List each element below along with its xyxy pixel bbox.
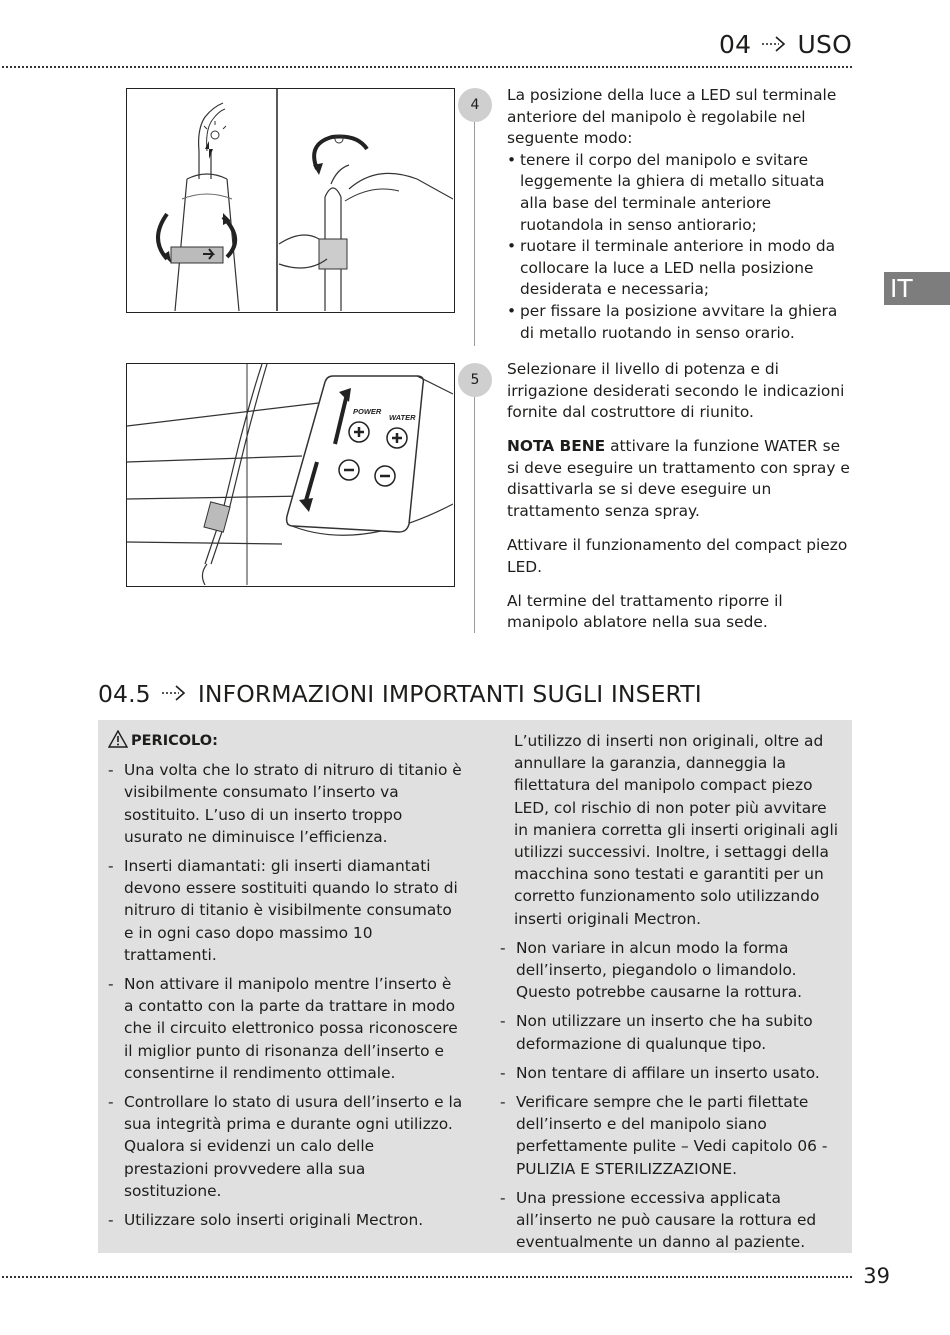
list-item: - Non utilizzare un inserto che ha subito deformazione di qualunque tipo. (500, 1012, 813, 1053)
chapter-number: 04 (719, 30, 752, 59)
warning-right-column (500, 730, 845, 1260)
chapter-title: USO (797, 30, 852, 59)
list-item: • ruotare il terminale anteriore in modo da collocare la luce a LED nella posizione desiderata e necessaria; (507, 236, 852, 301)
figure-control-panel (126, 363, 455, 587)
header-divider (2, 66, 852, 68)
warning-triangle-icon (108, 730, 128, 748)
danger-heading (108, 730, 463, 752)
step-4-rule (474, 122, 475, 346)
note-label: NOTA BENE (507, 437, 606, 456)
list-item: - Non attivare il manipolo mentre l’inserto è a contatto con la parte da trattare in modo che il circuito elettronico possa riconoscere il miglior punto di risonanza dell’inserto e consentirne il rendimento ottimale. (108, 975, 458, 1082)
list-item: - Non variare in alcun modo la forma dell’inserto, piegandolo o limandolo. Questo potrebbe causarne la rottura. (500, 938, 803, 1002)
section-title (98, 680, 702, 708)
language-tab: IT (884, 272, 950, 305)
list-item: - Una volta che lo strato di nitruro di titanio è visibilmente consumato l’inserto va sostituito. L’uso di un inserto troppo usurato ne diminuisce l’efficienza. (108, 761, 462, 846)
footer-divider (2, 1276, 852, 1278)
power-label: POWER (353, 407, 382, 416)
step-5-badge: 5 (458, 363, 492, 397)
danger-label: PERICOLO: (131, 733, 218, 749)
chapter-header (719, 30, 852, 59)
step-4-text (507, 85, 852, 344)
handpiece-rotation-illustration (127, 89, 453, 311)
control-panel-illustration (127, 364, 453, 585)
step-5-note (507, 436, 852, 522)
step-4-badge: 4 (458, 88, 492, 122)
list-item: - Verificare sempre che le parti filettate dell’inserto e del manipolo siano perfettamente pulite – Vedi capitolo 06 - PULIZIA E STERILIZZAZIONE. (500, 1093, 828, 1178)
note-text: attivare la funzione WATER se si deve eseguire un trattamento con spray e disattivarla se si deve eseguire un trattamento senza spray. (507, 437, 850, 521)
section-number: 04.5 (98, 680, 151, 708)
page-number: 39 (863, 1264, 890, 1288)
step-4-intro: La posizione della luce a LED sul terminale anteriore del manipolo è regolabile nel seguente modo: (507, 86, 837, 148)
dotted-arrow-icon (161, 684, 187, 702)
dotted-arrow-icon (761, 34, 787, 54)
list-item: - Utilizzare solo inserti originali Mectron. (108, 1211, 424, 1230)
list-item: - Inserti diamantati: gli inserti diamantati devono essere sostituiti quando lo strato di nitruro di titanio è visibilmente consumato e in ogni caso dopo massimo 10 trattamenti. (108, 857, 458, 964)
step-5-p2: Attivare il funzionamento del compact piezo LED. (507, 536, 848, 576)
step-5-p3: Al termine del trattamento riporre il manipolo ablatore nella sua sede. (507, 591, 783, 632)
right-intro: L’utilizzo di inserti non originali, oltre ad annullare la garanzia, danneggia la filettatura del manipolo compact piezo LED, col rischio di non poter più avvitare in maniera corretta gli inserti originali agli utilizzi successivi. Inoltre, i settaggi della macchina sono testati e garantiti per un corretto funzionamento solo utilizzando inserti originali Mectron. (514, 732, 838, 928)
step-5-p1: Selezionare il livello di potenza e di irrigazione desiderati secondo le indicazioni fornite dal costruttore di riunito. (507, 360, 845, 422)
figure-led-adjustment (126, 88, 455, 313)
step-5-rule (474, 397, 475, 633)
list-item: • tenere il corpo del manipolo e svitare leggemente la ghiera di metallo situata alla base del terminale anteriore ruotandola in senso antiorario; (507, 150, 852, 236)
step-5-text (507, 359, 852, 647)
list-item: • per fissare la posizione avvitare la ghiera di metallo ruotando in senso orario. (507, 301, 852, 344)
water-label: WATER (389, 413, 416, 422)
step-4-list (507, 150, 852, 344)
list-item: - Controllare lo stato di usura dell’inserto e la sua integrità prima e durante ogni utilizzo. Qualora si evidenzi un calo delle prestazioni provvedere alla sua sostituzione. (108, 1093, 463, 1200)
warning-left-column (108, 730, 463, 1238)
section-heading: INFORMAZIONI IMPORTANTI SUGLI INSERTI (197, 680, 702, 708)
list-item: - Una pressione eccessiva applicata all’inserto ne può causare la rottura ed eventualmente un danno al paziente. (500, 1188, 817, 1252)
list-item: - Non tentare di affilare un inserto usato. (500, 1063, 820, 1082)
